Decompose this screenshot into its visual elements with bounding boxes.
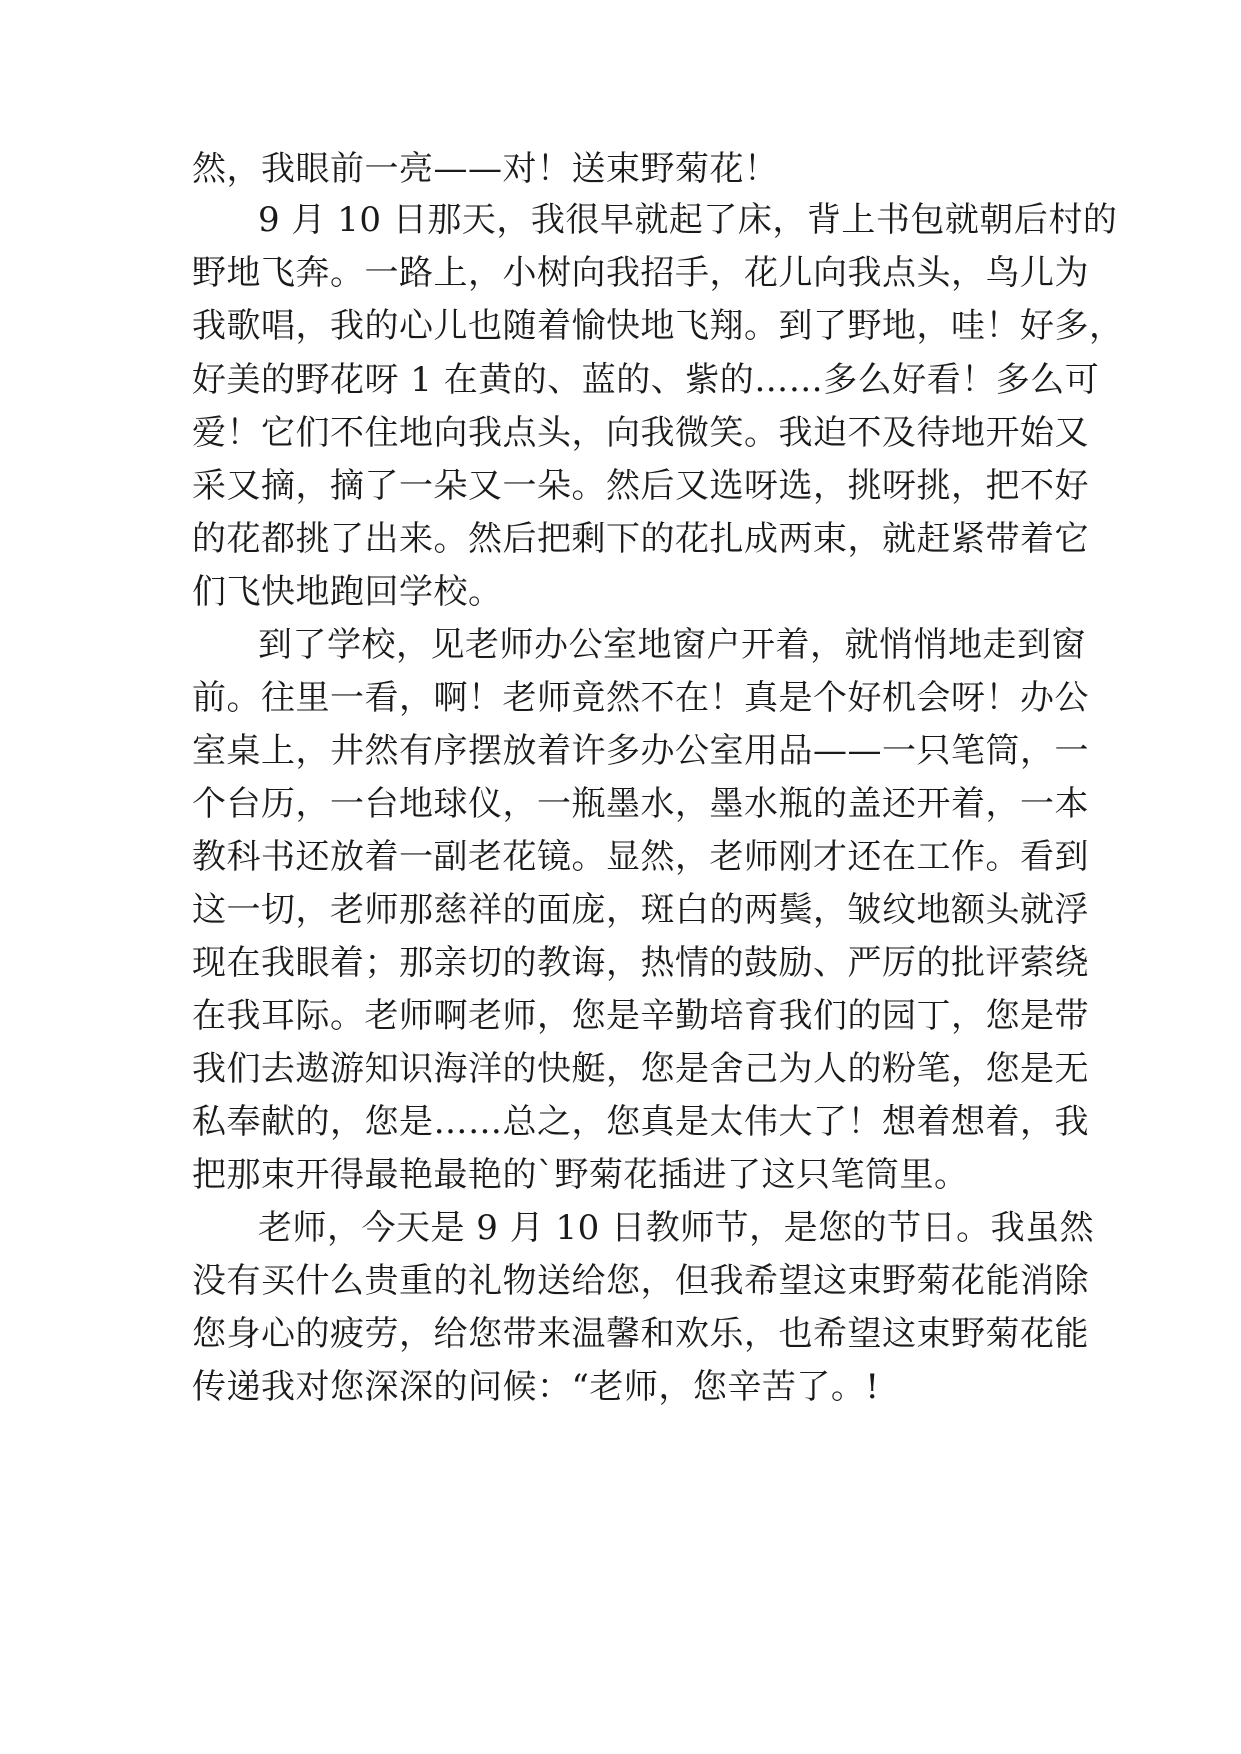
text-line: 在我耳际。老师啊老师，您是辛勤培育我们的园丁，您是带 <box>192 996 1089 1036</box>
text-line: 把那束开得最艳最艳的`野菊花插进了这只笔筒里。 <box>192 1155 969 1195</box>
text-line: 爱！它们不住地向我点头，向我微笑。我迫不及待地开始又 <box>192 413 1089 453</box>
text-line: 私奉献的，您是……总之，您真是太伟大了！想着想着，我 <box>192 1102 1089 1142</box>
text-line: 个台历，一台地球仪，一瓶墨水，墨水瓶的盖还开着，一本 <box>192 784 1089 824</box>
text-line: 这一切，老师那慈祥的面庞，斑白的两鬓，皱纹地额头就浮 <box>192 890 1089 930</box>
text-line: 现在我眼着；那亲切的教诲，热情的鼓励、严厉的批评萦绕 <box>192 943 1089 983</box>
text-line: 的花都挑了出来。然后把剩下的花扎成两束，就赶紧带着它 <box>192 519 1089 559</box>
paragraph-start-line: 老师，今天是 9 月 10 日教师节，是您的节日。我虽然 <box>258 1208 1095 1248</box>
text-line: 前。往里一看，啊！老师竟然不在！真是个好机会呀！办公 <box>192 678 1089 718</box>
text-line: 室桌上，井然有序摆放着许多办公室用品——一只笔筒，一 <box>192 731 1089 771</box>
text-line: 没有买什么贵重的礼物送给您，但我希望这束野菊花能消除 <box>192 1261 1089 1301</box>
text-line: 好美的野花呀 1 在黄的、蓝的、紫的……多么好看！多么可 <box>192 360 1100 400</box>
text-line: 们飞快地跑回学校。 <box>192 572 503 612</box>
paragraph-start-line: 9 月 10 日那天，我很早就起了床，背上书包就朝后村的 <box>258 200 1118 240</box>
text-line: 野地飞奔。一路上，小树向我招手，花儿向我点头，鸟儿为 <box>192 253 1089 293</box>
text-line: 我歌唱，我的心儿也随着愉快地飞翔。到了野地，哇！好多， <box>192 306 1124 346</box>
text-line: 然，我眼前一亮——对！送束野菊花！ <box>192 149 779 189</box>
text-line: 采又摘，摘了一朵又一朵。然后又选呀选，挑呀挑，把不好 <box>192 466 1089 506</box>
text-line: 教科书还放着一副老花镜。显然，老师刚才还在工作。看到 <box>192 837 1089 877</box>
text-line: 传递我对您深深的问候：“老师，您辛苦了。! <box>192 1367 880 1407</box>
paragraph-start-line: 到了学校，见老师办公室地窗户开着，就悄悄地走到窗 <box>258 625 1086 665</box>
text-line: 您身心的疲劳，给您带来温馨和欢乐，也希望这束野菊花能 <box>192 1314 1089 1354</box>
text-line: 我们去遨游知识海洋的快艇，您是舍己为人的粉笔，您是无 <box>192 1049 1089 1089</box>
